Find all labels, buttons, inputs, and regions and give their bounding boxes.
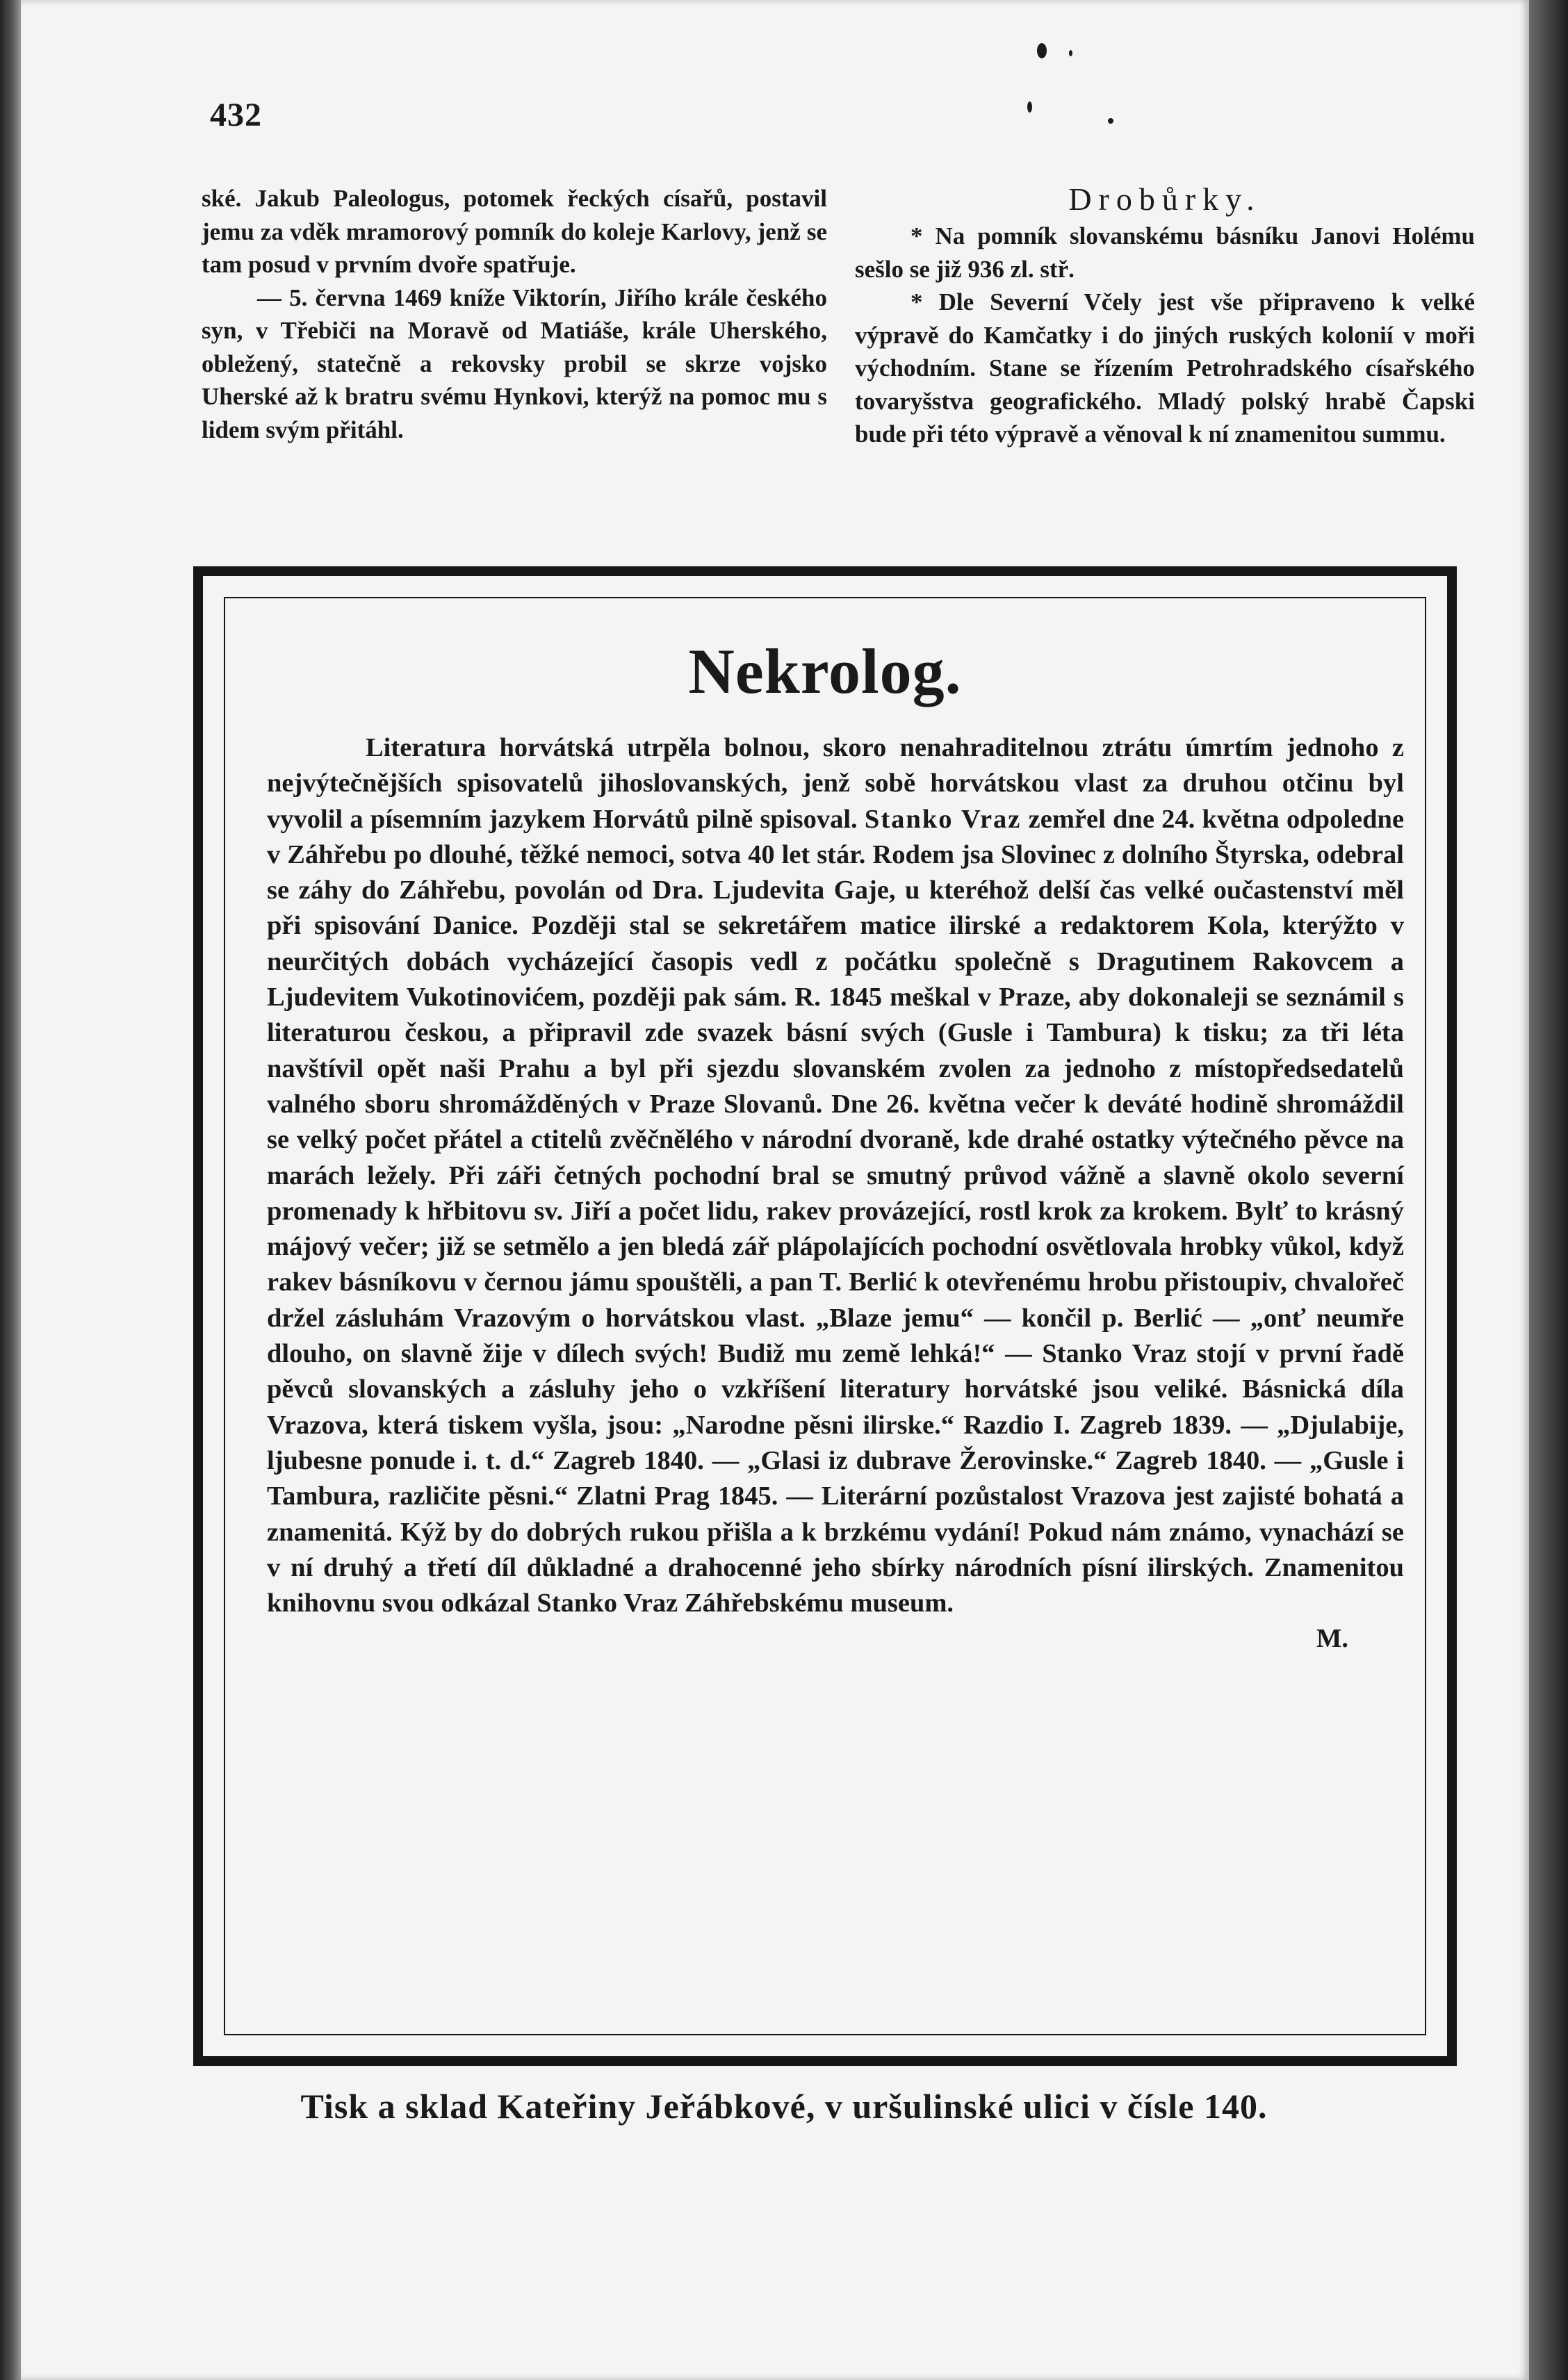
left-column	[202, 182, 827, 446]
news-item-1: * Na pomník slovanskému básníku Janovi Holému sešlo se již 936 zl. stř.	[855, 222, 1475, 283]
news-item-2: * Dle Severní Včely jest vše připraveno k velké výpravě do Kamčatky i do jiných ruských kolonií v moři východním. Stane se řízením Petrohradského císařského tovaryšstva geografického. Mladý polský hrabě Čapski bude při této výpravě a věnoval k ní znamenitou summu.	[855, 288, 1475, 448]
right-column	[855, 182, 1475, 451]
necrology-text-intro: Literatura horvátská utrpěla bolnou, skoro nenahraditelnou ztrátu úmrtím jednoho z nejvýtečnějších spisovatelů jihoslovanských, jenž sobě horvátskou vlast za druhou otčinu byl vyvolil a písemním jazykem Horvátů pilně spisoval.	[267, 733, 1404, 834]
section-heading: Drobůrky.	[1068, 181, 1261, 217]
necrology-text-main: zemřel dne 24. května odpoledne v Záhřebu po dlouhé, těžké nemoci, sotva 40 let stár. Rodem jsa Slovinec z dolního Štyrska, odebral se záhy do Záhřebu, povolán od Dra. Ljudevita Gaje, u kteréhož delší čas velké oučastenství měl při spisování Danice. Později stal se sekretářem matice ilirské a redaktorem Kola, kterýžto v neurčitých dobách vycházející časopis vedl z počátku společně s Dragutinem Rakovcem a Ljudevitem Vukotinovićem, později pak sám. R. 1845 meškal v Praze, aby dokonaleji se seznámil s literaturou českou, a připravil zde svazek básní svých (Gusle i Tambura) k tisku; za tři léta navštívil opět naši Prahu a byl při sjezdu slovanském zvolen za jednoho z místopředsedatelů valného sboru shromážděných v Praze Slovanů. Dne 26. května večer k deváté hodině shromáždil se velký počet přátel a ctitelů zvěčnělého v národní dvoraně, kde drahé ostatky výtečného pěvce na marách ležely. Při záři četných pochodní bral se smutný průvod vážně a slavně okolo severní promenady k hřbitovu sv. Jiří a počet lidu, rakev provázející, rostl krok za krokem. Bylť to krásný májový večer; již se setmělo a jen bledá zář plápolajících pochodní osvětlovala hrobky vůkol, když rakev básníkovu v černou jámu spouštěli, a pan T. Berlić k otevřenému hrobu přistoupiv, chvalořeč držel zásluhám Vrazovým o horvátskou vlast. „Blaze jemu“ — končil p. Berlić — „onť neumře dlouho, on slavně žije v dílech svých! Budiž mu země lehká!“ — Stanko Vraz stojí v první řadě pěvců slovanských a zásluhy jeho o vzkříšení literatury horvátské jsou veliké. Básnická díla Vrazova, která tiskem vyšla, jsou: „Narodne pěsni ilirske.“ Razdio I. Zagreb 1839. — „Djulabije, ljubesne ponude i. t. d.“ Zagreb 1840. — „Glasi iz dubrave Žerovinske.“ Zagreb 1840. — „Gusle i Tambura, različite pěsni.“ Zlatni Prag 1845. — Literární pozůstalost Vrazova jest zajisté bohatá a znamenitá. Kýž by do dobrých rukou přišla a k brzkému vydání! Pokud nám známo, vynachází se v ní druhý a třetí díl důkladné a drahocenné jeho sbírky národních písní ilirských. Znamenitou knihovnu svou odkázal Stanko Vraz Záhřebskému museum.	[267, 804, 1405, 1618]
deceased-name: Stanko Vraz	[864, 804, 1022, 834]
ink-speck	[1037, 43, 1047, 58]
necrology-border	[193, 566, 1457, 2066]
ink-speck	[1108, 118, 1113, 124]
printer-imprint: Tisk a sklad Kateřiny Jeřábkové, v uršulinské ulici v čísle 140.	[300, 2087, 1268, 2126]
necrology-body	[267, 730, 1404, 1657]
page-number: 432	[210, 97, 262, 133]
necrology-title: Nekrolog.	[688, 636, 962, 707]
necrology-paragraph	[267, 730, 1404, 1621]
left-paragraph-2: — 5. června 1469 kníže Viktorín, Jiřího krále českého syn, v Třebiči na Moravě od Matiáše, krále Uherského, obležený, statečně a rekovsky probil se skrze vojsko Uherské až k bratru svému Hynkovi, kterýž na pomoc mu s lidem svým přitáhl.	[202, 284, 827, 443]
ink-speck	[1069, 50, 1072, 56]
left-paragraph-1: ské. Jakub Paleologus, potomek řeckých císařů, postavil jemu za vděk mramorový pomník do koleje Karlovy, jenž se tam posud v prvním dvoře spatřuje.	[202, 185, 827, 278]
necrology-signature: M.	[1316, 1624, 1348, 1654]
ink-speck	[1027, 101, 1032, 113]
page-edge-shadow	[1529, 0, 1568, 2380]
